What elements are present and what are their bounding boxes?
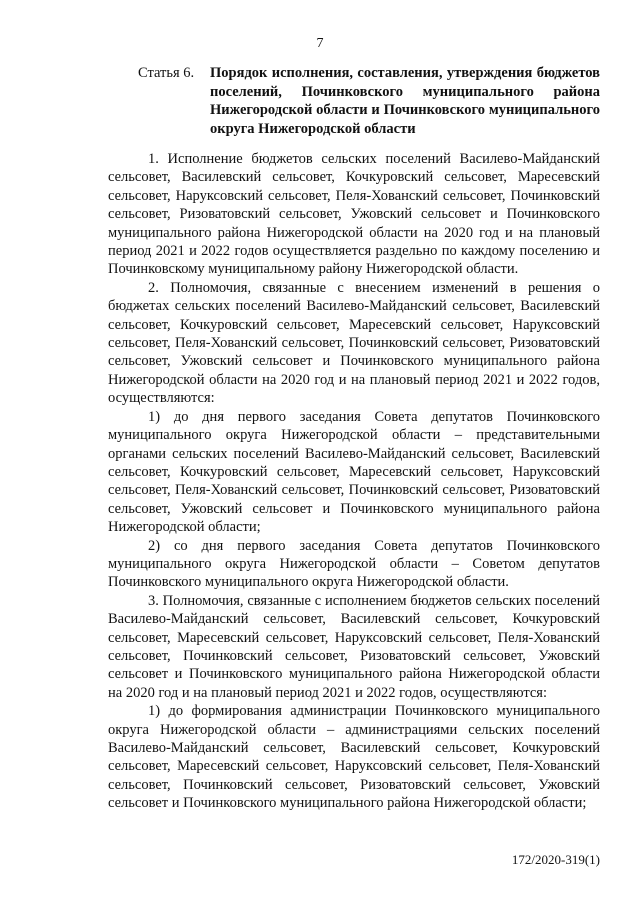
paragraph-2-item-1: 1) до дня первого заседания Совета депутатов Починковского муниципального округа Нижегородской области – представительными органами сельских поселений Василево-Майданский сельсовет, Василевский сельсовет, Кочкуровский сельсовет, Маресевский сельсовет, Наруксовский сельсовет, Пеля-Хованский сельсовет, Починковский сельсовет, Ризоватовский сельсовет, Ужовский сельсовет и Починковского муниципального района Нижегородской области; (108, 408, 600, 536)
paragraph-2-item-2: 2) со дня первого заседания Совета депутатов Починковского муниципального округа Нижегородской области – Советом депутатов Починковского муниципального округа Нижегородской области. (108, 537, 600, 591)
article-title: Порядок исполнения, составления, утверждения бюджетов поселений, Починковского муниципального района Нижегородской области и Починковского муниципального округа Нижегородской области (210, 65, 600, 137)
paragraph-3: 3. Полномочия, связанные с исполнением бюджетов сельских поселений Василево-Майданский сельсовет, Василевский сельсовет, Кочкуровский сельсовет, Маресевский сельсовет, Наруксовский сельсовет, Пеля-Хованский сельсовет, Починковский сельсовет, Ризоватовский сельсовет, Ужовский сельсовет и Починковского муниципального района Нижегородской области на 2020 год и на плановый период 2021 и 2022 годов, осуществляются: (108, 592, 600, 701)
page-number: 7 (316, 36, 324, 51)
document-code: 172/2020-319(1) (511, 852, 600, 867)
article-heading (138, 64, 600, 138)
paragraph-1: 1. Исполнение бюджетов сельских поселений Василево-Майданский сельсовет, Василевский сельсовет, Кочкуровский сельсовет, Маресевский сельсовет, Наруксовский сельсовет, Пеля-Хованский сельсовет, Починковский сельсовет, Ризоватовский сельсовет, Ужовский сельсовет и Починковского муниципального района Нижегородской области на 2020 год и на плановый период 2021 и 2022 годов осуществляется раздельно по каждому поселению и Починковскому муниципальному району Нижегородской области. (108, 151, 600, 278)
document-body (108, 150, 600, 813)
article-number: Статья 6. (138, 65, 195, 81)
paragraph-2: 2. Полномочия, связанные с внесением изменений в решения о бюджетах сельских поселений Василево-Майданский сельсовет, Василевский сельсовет, Кочкуровский сельсовет, Маресевский сельсовет, Наруксовский сельсовет, Пеля-Хованский сельсовет, Починковский сельсовет, Ризоватовский сельсовет, Ужовский сельсовет и Починковского муниципального района Нижегородской области на 2020 год и на плановый период 2021 и 2022 годов, осуществляются: (108, 279, 600, 407)
paragraph-3-item-1: 1) до формирования администрации Починковского муниципального округа Нижегородской области – администрациями сельских поселений Василево-Майданский сельсовет, Василевский сельсовет, Кочкуровский сельсовет, Маресевский сельсовет, Наруксовский сельсовет, Пеля-Хованский сельсовет, Починковский сельсовет, Ризоватовский сельсовет, Ужовский сельсовет и Починковского муниципального района Нижегородской области; (108, 703, 600, 812)
